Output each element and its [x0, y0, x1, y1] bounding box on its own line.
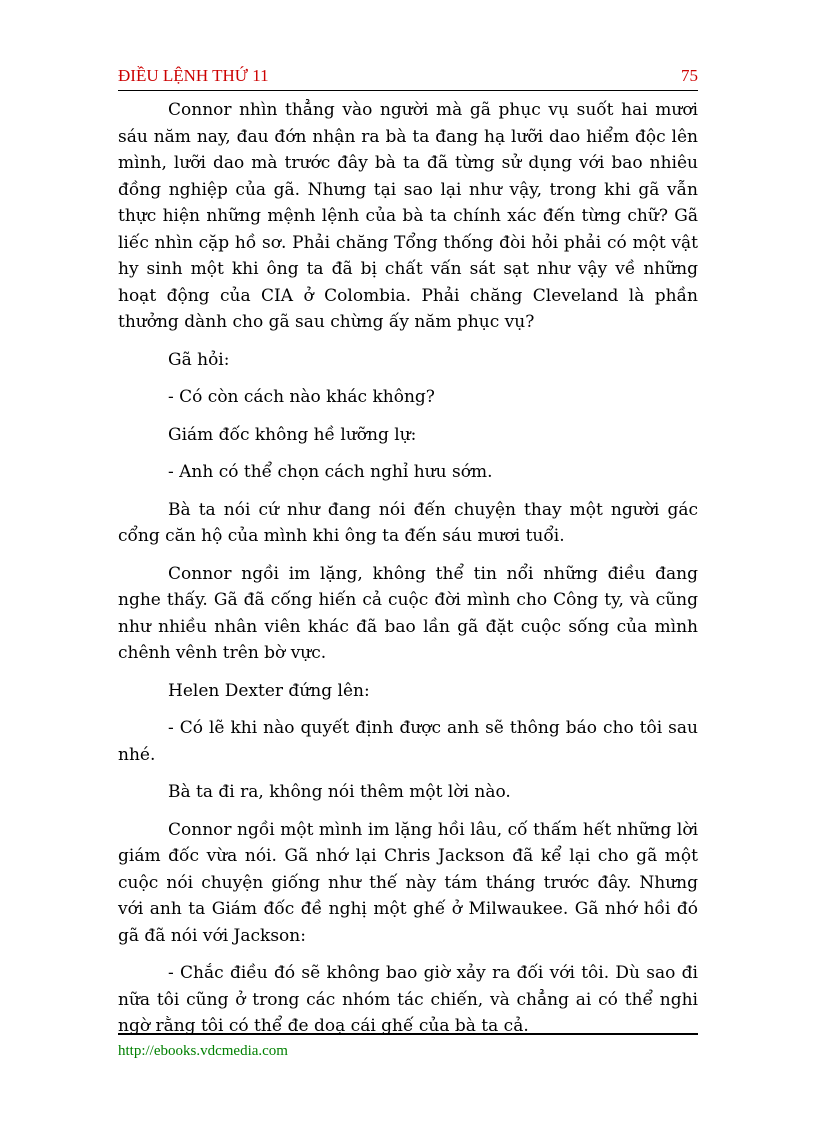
paragraph: Connor nhìn thẳng vào người mà gã phục vụ suốt hai mươi sáu năm nay, đau đớn nhận ra bà ta đang hạ lưỡi dao hiểm độc lên mình, lưỡi dao mà trước đây bà ta đã từng sử dụng với bao nhiêu đồng nghiệp của gã. Nhưng tại sao lại như vậy, trong khi gã vẫn thực hiện những mệnh lệnh của bà ta chính xác đến từng chữ? Gã liếc nhìn cặp hồ sơ. Phải chăng Tổng thống đòi hỏi phải có một vật hy sinh một khi ông ta đã bị chất vấn sát sạt như vậy về những hoạt động của CIA ở Colombia. Phải chăng Cleveland là phần thưởng dành cho gã sau chừng ấy năm phục vụ? [118, 100, 698, 332]
paragraph: Gã hỏi: [168, 349, 230, 370]
page-number: 75 [681, 66, 698, 85]
paragraph: Giám đốc không hề lưỡng lự: [168, 424, 417, 445]
chapter-title: ĐIỀU LỆNH THỨ 11 [118, 66, 269, 85]
paragraph: Bà ta nói cứ như đang nói đến chuyện thay một người gác cổng căn hộ của mình khi ông ta đến sáu mươi tuổi. [118, 499, 698, 546]
footer-url[interactable]: http://ebooks.vdcmedia.com [118, 1043, 288, 1059]
body-text [118, 97, 698, 1051]
footer-divider [118, 1033, 698, 1035]
running-header [118, 60, 698, 91]
paragraph: Connor ngồi một mình im lặng hồi lâu, cố thấm hết những lời giám đốc vừa nói. Gã nhớ lại Chris Jackson đã kể lại cho gã một cuộc nói chuyện giống như thế này tám tháng trước đây. Nhưng với anh ta Giám đốc đề nghị một ghế ở Milwaukee. Gã nhớ hồi đó gã đã nói với Jackson: [118, 819, 698, 946]
paragraph: - Anh có thể chọn cách nghỉ hưu sớm. [168, 462, 493, 482]
paragraph: Bà ta đi ra, không nói thêm một lời nào. [168, 782, 511, 802]
paragraph: - Chắc điều đó sẽ không bao giờ xảy ra đối với tôi. Dù sao đi nữa tôi cũng ở trong các nhóm tác chiến, và chẳng ai có thể nghi ngờ rằng tôi có thể đe doạ cái ghế của bà ta cả. [118, 963, 698, 1036]
paragraph: - Có còn cách nào khác không? [168, 387, 435, 407]
paragraph: Connor ngồi im lặng, không thể tin nổi những điều đang nghe thấy. Gã đã cống hiến cả cuộc đời mình cho Công ty, và cũng như nhiều nhân viên khác đã bao lần gã đặt cuộc sống của mình chênh vênh trên bờ vực. [118, 563, 698, 663]
paragraph: Helen Dexter đứng lên: [168, 680, 370, 701]
paragraph: - Có lẽ khi nào quyết định được anh sẽ thông báo cho tôi sau nhé. [118, 718, 698, 765]
